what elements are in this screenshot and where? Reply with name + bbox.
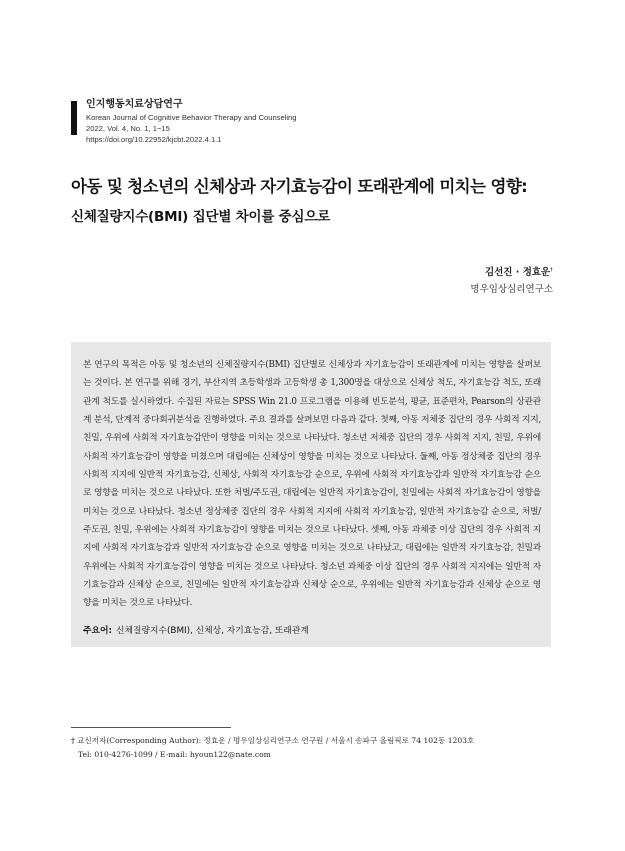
- keywords-label: 주요어:: [83, 626, 113, 636]
- corresponding-author-marker: †: [550, 266, 553, 273]
- author-names-text: 김선진 · 정효운: [484, 267, 551, 278]
- paper-subtitle: 신체질량지수(BMI) 집단별 차이를 중심으로: [71, 209, 331, 225]
- footnote-contact: Tel: 010-4276-1099 / E-mail: hyoun122@nate.com: [78, 750, 271, 759]
- journal-header: [86, 99, 297, 145]
- journal-doi-link[interactable]: https://doi.org/10.22952/kjcbt.2022.4.1.1: [86, 135, 222, 144]
- footnote-line-1: [71, 734, 551, 748]
- journal-english-name: Korean Journal of Cognitive Behavior Therapy and Counseling: [86, 113, 297, 122]
- footnote-divider: [71, 727, 231, 728]
- journal-accent-bar: [71, 101, 77, 135]
- journal-volume-info: 2022, Vol. 4, No. 1, 1−15: [86, 124, 170, 133]
- paper-title: 아동 및 청소년의 신체상과 자기효능감이 또래관계에 미치는 영향:: [71, 177, 528, 196]
- footnote: [71, 734, 551, 762]
- footnote-marker: †: [71, 736, 75, 745]
- journal-name: 인지행동치료상담연구: [86, 99, 183, 110]
- keywords-list: 신체질량지수(BMI), 신체상, 자기효능감, 또래관계: [116, 626, 309, 636]
- keywords: [83, 623, 541, 636]
- abstract-text: 본 연구의 목적은 아동 및 청소년의 신체질량지수(BMI) 집단별로 신체상과 자기효능감이 또래관계에 미치는 영향을 살펴보는 것이다. 본 연구를 위해 경기, 부산지역 초등학생과 고등학생 총 1,300명을 대상으로 신체상 척도, 자기효능감 척도, 또래관계 척도를 실시하였다. 수집된 자료는 SPSS Win 21.0 프로그램을 이용해 빈도분석, 평균, 표준편차, Pearson의 상관관계 분석, 단계적 중다회귀분석을 진행하였다. 주요 결과를 살펴보면 다음과 같다. 첫째, 아동 저체중 집단의 경우 사회적 지지, 친밀, 우위에 사회적 자기효능감만이 영향을 미치는 것으로 나타났다. 청소년 저체중 집단의 경우 사회적 지지, 친밀, 우위에 사회적 자기효능감이 영향을 미쳤으며 대립에는 신체상이 영향을 미치는 것으로 나타났다. 둘째, 아동 정상체중 집단의 경우 사회적 지지에 일반적 자기효능감, 신체상, 사회적 자기효능감 순으로, 우위에 사회적 자기효능감과 일반적 자기효능감 순으로 영향을 미치는 것으로 나타났다. 또한 처벌/주도권, 대립에는 일반적 자기효능감이, 친밀에는 사회적 자기효능감이 영향을 미치는 것으로 나타났다. 청소년 정상체중 집단의 경우 사회적 지지에 사회적 자기효능감, 일반적 자기효능감 순으로, 처벌/주도권, 친밀, 우위에는 사회적 자기효능감이 영향을 미치는 것으로 나타났다. 셋째, 아동 과체중 이상 집단의 경우 사회적 지지에 사회적 자기효능감과 일반적 자기효능감 순으로 영향을 미치는 것으로 나타났고, 대립에는 일반적 자기효능감, 친밀과 우위에는 사회적 자기효능감이 영향을 미치는 것으로 나타났다. 청소년 과체중 이상 집단의 경우 사회적 지지에는 일반적 자기효능감과 신체상 순으로, 친밀에는 일반적 자기효능감과 신체상 순으로, 우위에는 일반적 자기효능감과 신체상 순으로 영향을 미치는 것으로 나타났다.: [83, 360, 541, 609]
- abstract-box: [71, 342, 551, 647]
- author-affiliation: 명우임상심리연구소: [470, 284, 553, 295]
- footnote-corresponding-author: 교신저자(Corresponding Author): 정효운 / 명우임상심리연구소 연구원 / 서울시 송파구 올림픽로 74 102동 1203호: [76, 736, 475, 745]
- author-names: [485, 264, 553, 278]
